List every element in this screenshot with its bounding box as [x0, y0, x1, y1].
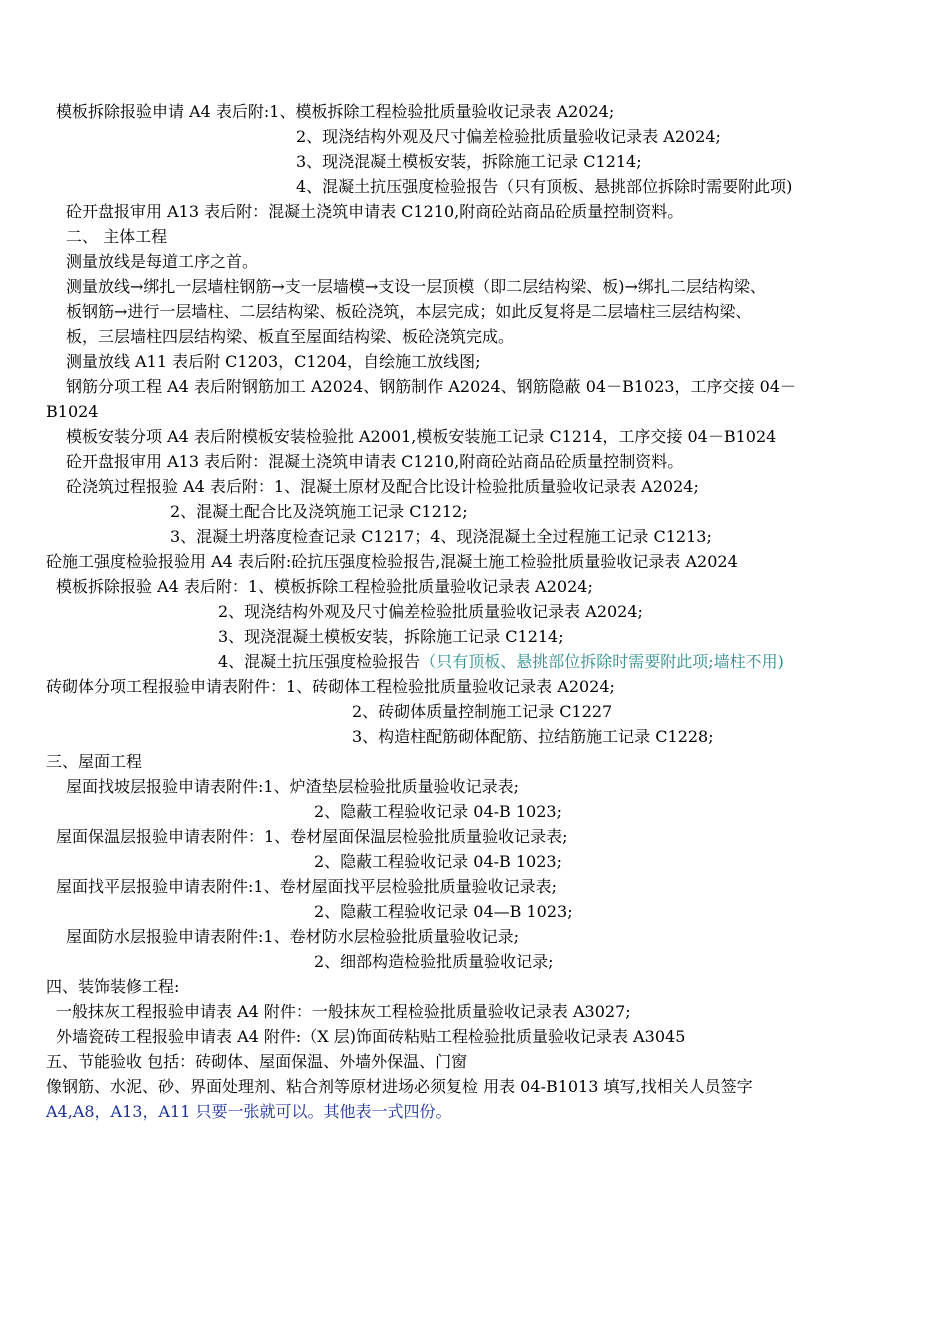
text-line: 屋面防水层报验申请表附件:1、卷材防水层检验批质量验收记录;: [66, 927, 519, 946]
text-line: 模板安装分项 A4 表后附模板安装检验批 A2001,模板安装施工记录 C1214，工序交接 04－B1024: [66, 427, 777, 446]
text-line: 2、砖砌体质量控制施工记录 C1227: [352, 702, 613, 721]
text-segment: 4、混凝土抗压强度检验报告: [218, 652, 421, 671]
text-line: 测量放线 A11 表后附 C1203，C1204，自绘施工放线图;: [66, 352, 481, 371]
text-line: 4、混凝土抗压强度检验报告（只有顶板、悬挑部位拆除时需要附此项): [296, 177, 793, 196]
text-line: 3、构造柱配筋砌体配筋、拉结筋施工记录 C1228;: [352, 727, 714, 746]
text-line: 模板拆除报验 A4 表后附：1、模板拆除工程检验批质量验收记录表 A2024;: [56, 577, 593, 596]
text-line: 外墙瓷砖工程报验申请表 A4 附件:（X 层)饰面砖粘贴工程检验批质量验收记录表 A3045: [56, 1027, 686, 1046]
text-line: 一般抹灰工程报验申请表 A4 附件：一般抹灰工程检验批质量验收记录表 A3027;: [56, 1002, 631, 1021]
text-line: 像钢筋、水泥、砂、界面处理剂、粘合剂等原材进场必须复检 用表 04-B1013 填写,找相关人员签字: [46, 1077, 753, 1096]
text-line: 砖砌体分项工程报验申请表附件：1、砖砌体工程检验批质量验收记录表 A2024;: [46, 677, 615, 696]
section-heading: 三、屋面工程: [46, 752, 143, 771]
text-line: 板，三层墙柱四层结构梁、板直至屋面结构梁、板砼浇筑完成。: [66, 327, 515, 346]
text-line: 砼开盘报审用 A13 表后附：混凝土浇筑申请表 C1210,附商砼站商品砼质量控制资料。: [66, 452, 684, 471]
text-line: 板钢筋→进行一层墙柱、二层结构梁、板砼浇筑，本层完成；如此反复将是二层墙柱三层结构梁、: [66, 302, 752, 321]
text-line: B1024: [46, 402, 99, 421]
text-line: 屋面保温层报验申请表附件：1、卷材屋面保温层检验批质量验收记录表;: [56, 827, 568, 846]
section-heading: 四、装饰装修工程:: [46, 977, 180, 996]
text-line: 3、现浇混凝土模板安装，拆除施工记录 C1214;: [218, 627, 564, 646]
text-line: 砼施工强度检验报验用 A4 表后附:砼抗压强度检验报告,混凝土施工检验批质量验收记录表 A2024: [46, 552, 738, 571]
text-line: 模板拆除报验申请 A4 表后附:1、模板拆除工程检验批质量验收记录表 A2024;: [56, 102, 615, 121]
text-line: 2、隐蔽工程验收记录 04—B 1023;: [314, 902, 573, 921]
text-line: 2、细部构造检验批质量验收记录;: [314, 952, 554, 971]
text-line: 砼开盘报审用 A13 表后附：混凝土浇筑申请表 C1210,附商砼站商品砼质量控制资料。: [66, 202, 684, 221]
text-line: 砼浇筑过程报验 A4 表后附：1、混凝土原材及配合比设计检验批质量验收记录表 A2024;: [66, 477, 699, 496]
note-segment: （只有顶板、悬挑部位拆除时需要附此项;墙柱不用): [420, 652, 784, 671]
text-line: [218, 650, 784, 674]
text-line: 2、现浇结构外观及尺寸偏差检验批质量验收记录表 A2024;: [296, 127, 721, 146]
text-line: 3、混凝土坍落度检查记录 C1217；4、现浇混凝土全过程施工记录 C1213;: [170, 527, 712, 546]
text-line: 3、现浇混凝土模板安装，拆除施工记录 C1214;: [296, 152, 642, 171]
section-heading: 二、 主体工程: [66, 227, 168, 246]
text-line: 2、混凝土配合比及浇筑施工记录 C1212;: [170, 502, 468, 521]
text-line: A4,A8，A13，A11 只要一张就可以。其他表一式四份。: [46, 1102, 452, 1121]
text-line: 2、隐蔽工程验收记录 04-B 1023;: [314, 802, 562, 821]
section-heading: 五、节能验收 包括：砖砌体、屋面保温、外墙外保温、门窗: [46, 1052, 468, 1071]
text-line: 屋面找坡层报验申请表附件:1、炉渣垫层检验批质量验收记录表;: [66, 777, 519, 796]
text-line: 2、现浇结构外观及尺寸偏差检验批质量验收记录表 A2024;: [218, 602, 643, 621]
text-line: 屋面找平层报验申请表附件:1、卷材屋面找平层检验批质量验收记录表;: [56, 877, 557, 896]
text-line: 测量放线→绑扎一层墙柱钢筋→支一层墙模→支设一层顶模（即二层结构梁、板)→绑扎二层结构梁、: [66, 277, 766, 296]
text-line: 测量放线是每道工序之首。: [66, 252, 259, 271]
text-line: 钢筋分项工程 A4 表后附钢筋加工 A2024、钢筋制作 A2024、钢筋隐蔽 04－B1023，工序交接 04－: [66, 377, 796, 396]
text-line: 2、隐蔽工程验收记录 04-B 1023;: [314, 852, 562, 871]
